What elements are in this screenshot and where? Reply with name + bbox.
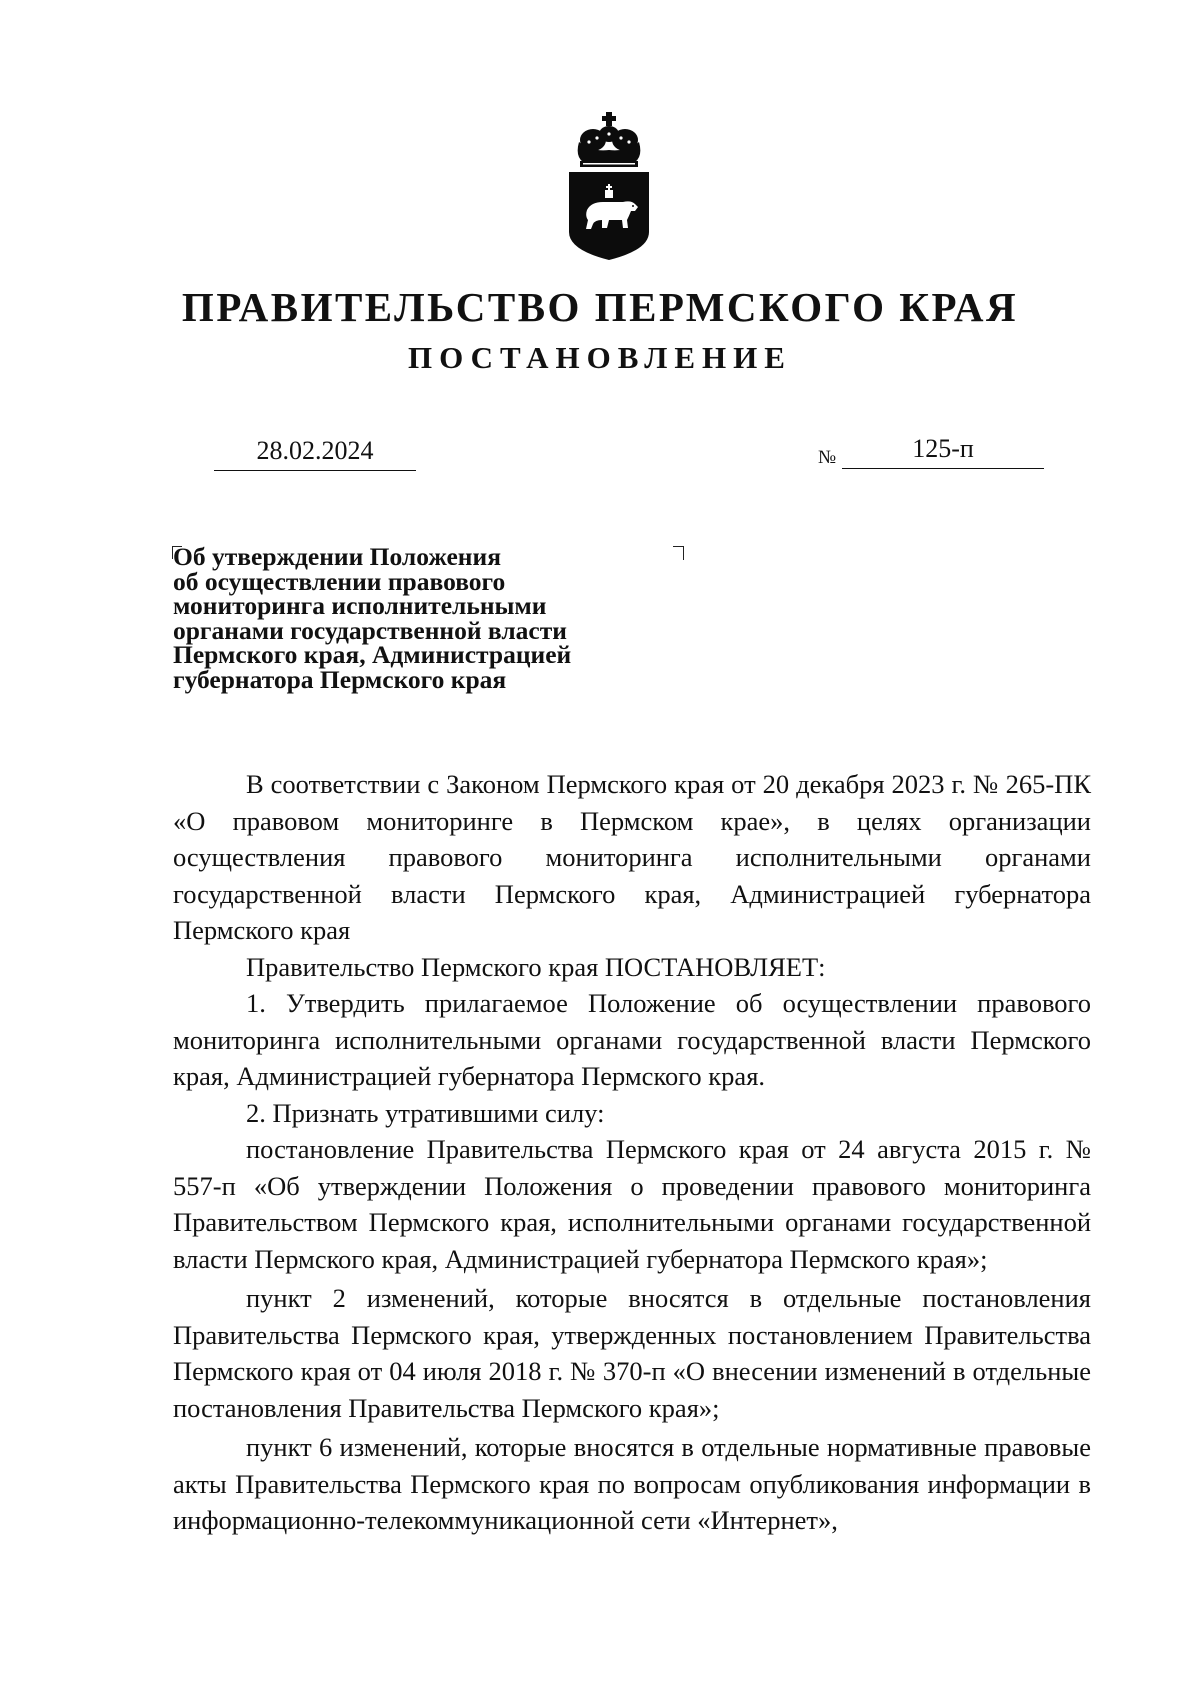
subject-corner-mark-right — [673, 546, 684, 560]
subject-line: Пермского края, Администрацией — [173, 640, 572, 669]
government-title: ПРАВИТЕЛЬСТВО ПЕРМСКОГО КРАЯ — [181, 284, 1019, 330]
body-paragraph: В соответствии с Законом Пермского края от 20 декабря 2023 г. № 265-ПК «О правовом мониторинге в Пермском крае», в целях организации осуществления правового мониторинга исполнительными органами государственной власти Пермского края, Администрацией губернатора Пермского края — [173, 769, 1091, 945]
subject-line: губернатора Пермского края — [173, 664, 507, 694]
perm-krai-coat-of-arms-icon — [565, 112, 653, 262]
body-paragraph: 1. Утвердить прилагаемое Положение об осуществлении правового мониторинга исполнительными органами государственной власти Пермского края, Администрацией губернатора Пермского края. — [173, 988, 1091, 1091]
number-field — [842, 428, 1044, 469]
body-paragraph: постановление Правительства Пермского края от 24 августа 2015 г. № 557-п «Об утверждении Положения о проведении правового мониторинга Правительством Пермского края, исполнительными органами государственной власти Пермского края, Администрацией губернатора Пермского края»; — [173, 1134, 1091, 1274]
number-sign: № — [818, 447, 837, 468]
body-paragraph: Правительство Пермского края ПОСТАНОВЛЯЕТ: — [246, 951, 826, 982]
body-paragraph: 2. Признать утратившими силу: — [246, 1097, 605, 1128]
subject-line: органами государственной власти — [173, 615, 567, 645]
subject-line: об осуществлении правового — [173, 566, 506, 596]
date-field — [214, 428, 416, 471]
subject-line: мониторинга исполнительными — [173, 591, 547, 620]
document-subject — [173, 542, 673, 694]
body-paragraph: пункт 2 изменений, которые вносятся в отдельные постановления Правительства Пермского края, утвержденных постановлением Правительства Пермского края от 04 июля 2018 г. № 370-п «О внесении изменений в отдельные постановления Правительства Пермского края»; — [173, 1283, 1091, 1423]
document-body — [173, 766, 1091, 1539]
document-date: 28.02.2024 — [256, 436, 374, 465]
document-type: ПОСТАНОВЛЕНИЕ — [408, 340, 792, 375]
body-paragraph: пункт 6 изменений, которые вносятся в отдельные нормативные правовые акты Правительства Пермского края по вопросам опубликования информации в информационно-телекоммуникационной сети «Интернет», — [173, 1432, 1091, 1535]
subject-line: Об утверждении Положения — [173, 542, 501, 571]
document-number: 125-п — [912, 434, 974, 463]
